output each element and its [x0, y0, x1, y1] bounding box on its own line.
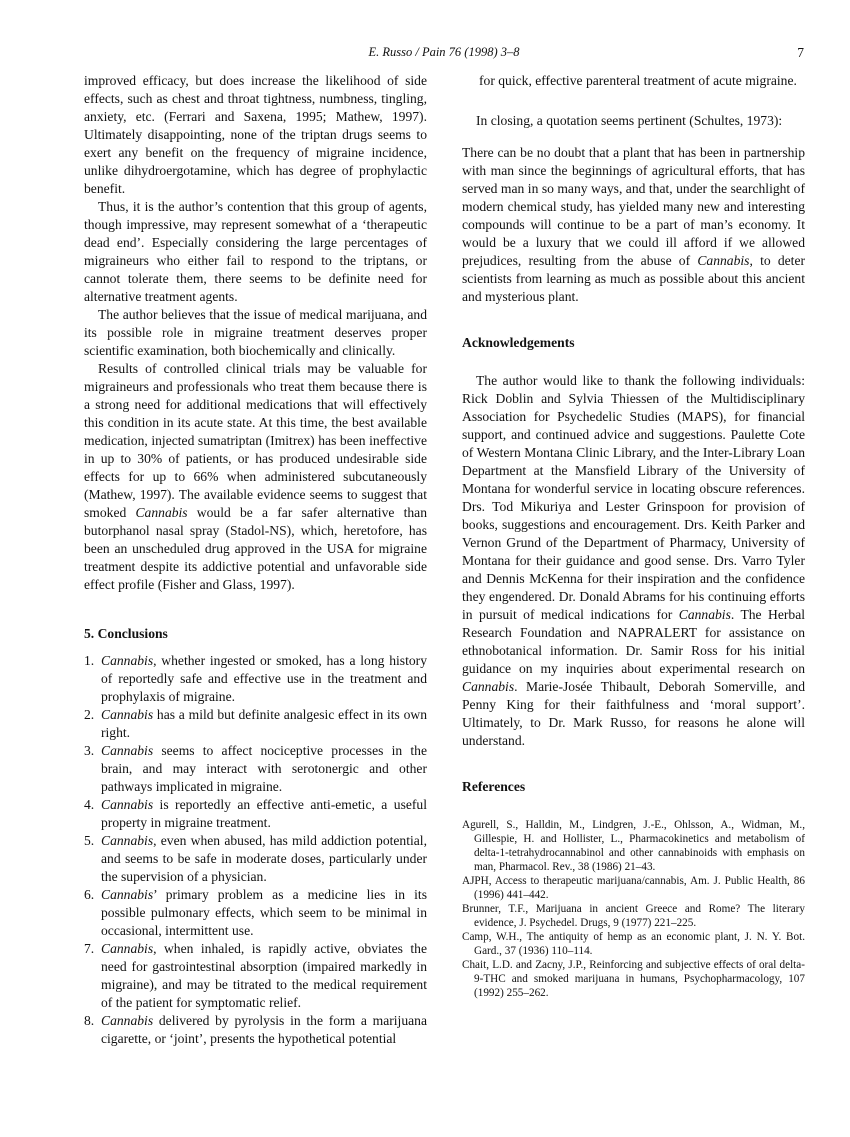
conclusions-list — [84, 652, 427, 1048]
left-column — [84, 72, 427, 1048]
conclusion-item: 3. Cannabis seems to affect nociceptive processes in the brain, and may interact with serotonergic and other pathways implicated in migraine. — [84, 743, 427, 794]
references-list — [462, 818, 805, 1000]
conclusion-item: 7. Cannabis, when inhaled, is rapidly active, obviates the need for gastrointestinal absorption (impaired markedly in migraine), and may be titrated to the medical requirement of the patient for symptomatic relief. — [84, 941, 427, 1010]
paragraph-clinical-trials: Results of controlled clinical trials may be valuable for migraineurs and professionals who treat them because there is a strong need for additional medications that will effectively this condition in its acute state. At this time, the best available medication, injected sumatriptan (Imitrex) has been ineffective in up to 30% of patients, or has produced undesirable side effects for up to 66% when administered subcutaneously (Mathew, 1997). The available evidence seems to suggest that smoked Cannabis would be a far safer alternative than butorphanol nasal spray (Stadol-NS), which, heretofore, has been an unscheduled drug approved in the USA for migraine treatment despite its addictive potential and unfavorable side effect profile (Fisher and Glass, 1997). — [84, 361, 428, 592]
conclusion-item: 2. Cannabis has a mild but definite analgesic effect in its own right. — [84, 707, 427, 740]
reference-item: Chait, L.D. and Zacny, J.P., Reinforcing and subjective effects of oral delta-9-THC and smoked marijuana in humans, Psychopharmacology, 107 (1992) 255–262. — [462, 959, 805, 999]
paragraph-therapeutic-dead-end: Thus, it is the author’s contention that this group of agents, though impressive, may represent somewhat of a ‘therapeutic dead end’. Especially considering the large percentages of migraineurs who either fail to respond to the triptans, or cannot tolerate them, there seems to be definite need for alternative treatment agents. — [84, 199, 427, 304]
acknowledgements-heading: Acknowledgements — [462, 335, 575, 350]
paragraph-medical-marijuana: The author believes that the issue of medical marijuana, and its possible role in migraine treatment deserves proper scientific examination, both biochemically and clinically. — [84, 307, 427, 358]
conclusion-item: 4. Cannabis is reportedly an effective anti-emetic, a useful property in migraine treatment. — [84, 797, 427, 830]
paragraph-triptan-efficacy: improved efficacy, but does increase the likelihood of side effects, such as chest and throat tightness, numbness, tingling, anxiety, etc. (Ferrari and Saxena, 1995; Mathew, 1997). Ultimately disappointing, none of the triptan drugs seems to exert any benefit on the frequency of migraine incidence, unlike dihydroergotamine, which has degree of prophylactic benefit. — [84, 73, 427, 196]
conclusion-item: 5. Cannabis, even when abused, has mild addiction potential, and seems to be safe in moderate doses, particularly under the supervision of a physician. — [84, 833, 427, 884]
running-title: E. Russo / Pain 76 (1998) 3–8 — [368, 45, 520, 59]
page-number: 7 — [797, 45, 804, 60]
running-head — [84, 45, 804, 63]
conclusion-item: 1. Cannabis, whether ingested or smoked, has a long history of reportedly safe and effective use in the treatment and prophylaxis of migraine. — [84, 653, 427, 704]
right-column — [462, 72, 805, 1000]
conclusion-item: 6. Cannabis’ primary problem as a medicine lies in its possible pulmonary effects, which seem to be minimal in occasional, intermittent use. — [84, 887, 427, 938]
closing-intro: In closing, a quotation seems pertinent (Schultes, 1973): — [476, 113, 783, 128]
conclusion-item: 8. Cannabis delivered by pyrolysis in the form a marijuana cigarette, or ‘joint’, presents the hypothetical potential — [84, 1013, 427, 1046]
reference-item: Camp, W.H., The antiquity of hemp as an economic plant, J. N. Y. Bot. Gard., 37 (1936) 110–114. — [462, 931, 805, 957]
acknowledgements-text: The author would like to thank the following individuals: Rick Doblin and Sylvia Thiessen of the Multidisciplinary Association for Psychedelic Studies (MAPS), for financial support, and continued advice and suggestions. Paulette Cote of Western Montana Clinic Library, and the Inter-Library Loan Department at the Mansfield Library of the University of Montana for wonderful service in locating obscure references. Drs. Tod Mikuriya and Lester Grinspoon for provision of books, suggestions and encouragement. Drs. Keith Parker and Vernon Grund of the Department of Pharmacy, University of Montana for their guidance and good sense. Drs. Varro Tyler and Dennis McKenna for their inspiration and the confidence they engendered. Dr. Donald Abrams for his continuing efforts in pursuit of medical indications for Cannabis. The Herbal Research Foundation and NAPRALERT for assistance on ethnobotanical information. Dr. Samir Ross for his initial guidance on my inquiries about experimental research on Cannabis. Marie-Josée Thibault, Deborah Somerville, and Penny King for their faithfulness and ‘moral support’. Ultimately, to Dr. Mark Russo, for reasons he alone will understand. — [462, 373, 805, 748]
reference-item: AJPH, Access to therapeutic marijuana/cannabis, Am. J. Public Health, 86 (1996) 441–442. — [462, 875, 805, 901]
reference-item: Agurell, S., Halldin, M., Lindgren, J.-E., Ohlsson, A., Widman, M., Gillespie, H. and Hollister, L., Pharmacokinetics and metabolism of delta-1-tetrahydrocannabinol and other cannabinoids with emphasis on man, Pharmacol. Rev., 38 (1986) 21–43. — [462, 819, 805, 873]
references-heading: References — [462, 779, 526, 794]
conclusions-heading: 5. Conclusions — [84, 626, 168, 641]
schultes-quotation: There can be no doubt that a plant that has been in partnership with man since the beginnings of agricultural efforts, that has served man in so many ways, and that, under the searchlight of modern chemical study, has yielded many new and interesting compounds will continue to be a part of man’s economy. It would be a luxury that we could ill afford if we allowed prejudices, resulting from the abuse of Cannabis, to deter scientists from learning as much as possible about this ancient and mysterious plant. — [462, 145, 806, 304]
conclusion-continuation: for quick, effective parenteral treatment of acute migraine. — [479, 73, 797, 88]
reference-item: Brunner, T.F., Marijuana in ancient Greece and Rome? The literary evidence, J. Psychedel. Drugs, 9 (1977) 221–225. — [462, 903, 805, 929]
